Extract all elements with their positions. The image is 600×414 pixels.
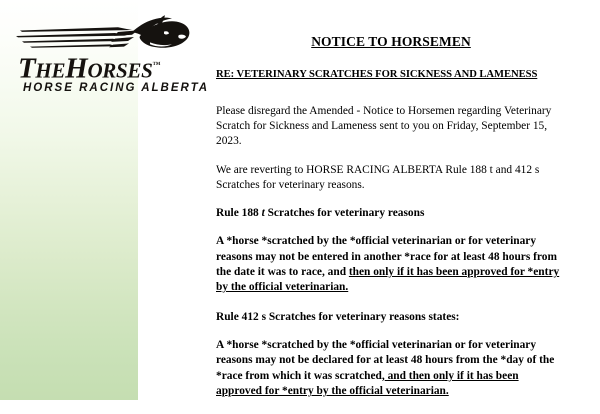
rule-188-heading-prefix: Rule 188 — [216, 207, 262, 220]
rule-188-text — [216, 234, 566, 296]
rule-188-heading-suffix: Scratches for veterinary reasons — [264, 207, 425, 220]
trademark-symbol: ™ — [152, 60, 161, 69]
rule-412-text-underlined: and then only if it has been approved for *entry by the official veterinarian. — [216, 369, 519, 398]
horse-racing-alberta-logo — [14, 14, 210, 96]
rule-188-text-underlined: then only if it has been approved for *entry by the official veterinarian. — [216, 266, 560, 294]
rule-188-heading-italic: t — [261, 207, 265, 220]
logo-tagline: HORSE RACING ALBERTA — [23, 82, 210, 94]
logo-wordmark-the-rest: HE — [35, 58, 66, 83]
rule-412-text-plain: A *horse *scratched by the *official veterinarian or for veterinary reasons may not be declared for at least 48 hours from the *day of the *race from which it was scratched, — [216, 339, 555, 382]
page-title: NOTICE TO HORSEMEN — [311, 34, 471, 49]
logo-wordmark — [18, 50, 190, 85]
rule-188-text-plain: A *horse *scratched by the *official veterinarian or for veterinary reasons may not be entered in another *race for at least 48 hours from the date it was to race, and — [216, 235, 557, 279]
rule-412-text — [216, 338, 566, 400]
rule-412-heading: Rule 412 s Scratches for veterinary reasons states: — [216, 310, 460, 323]
logo-wordmark-horses-h: H — [65, 52, 88, 85]
paragraph-disregard: Please disregard the Amended - Notice to Horsemen regarding Veterinary Scratch for Sickness and Lameness sent to you on Friday, September 15, 2023. — [216, 105, 552, 148]
logo-wordmark-the-t: T — [18, 52, 36, 85]
notice-document-body — [216, 34, 566, 414]
rule-188-heading — [216, 206, 566, 221]
paragraph-reverting: We are reverting to HORSE RACING ALBERTA Rule 188 t and 412 s Scratches for veterinary reasons. — [216, 163, 540, 191]
logo-wordmark-horses-rest: ORSES — [87, 58, 153, 83]
subject-line: RE: VETERINARY SCRATCHES FOR SICKNESS AND LAMENESS — [216, 69, 538, 80]
